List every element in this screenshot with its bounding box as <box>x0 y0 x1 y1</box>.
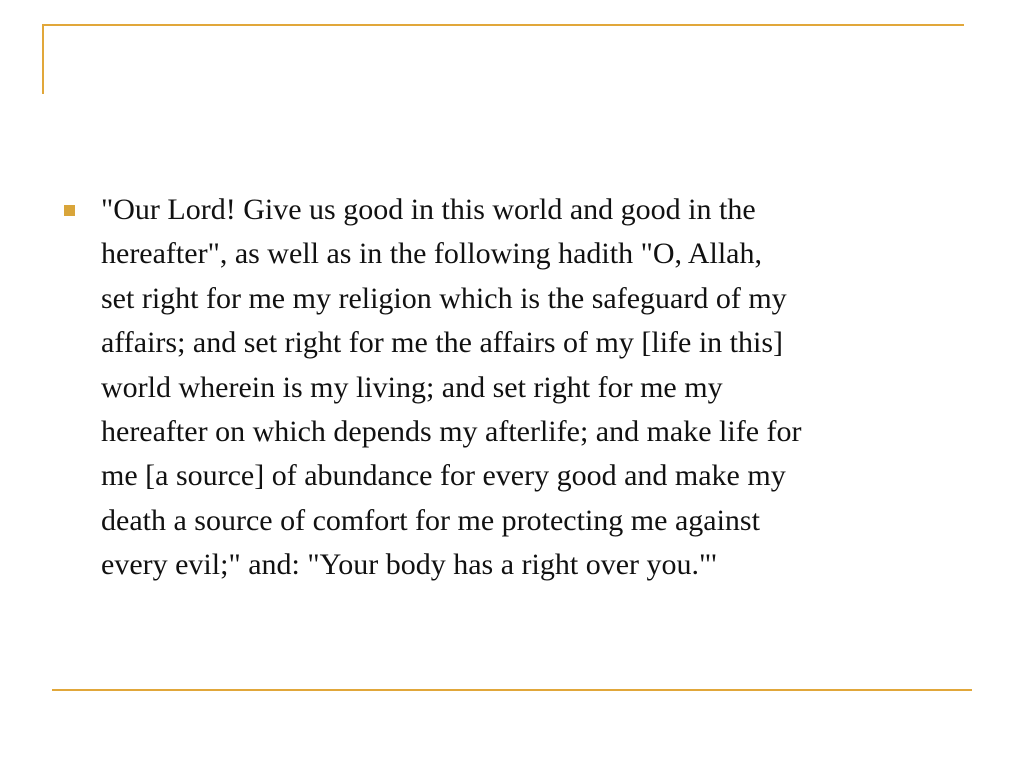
square-bullet-icon <box>64 205 75 216</box>
bullet-text: "Our Lord! Give us good in this world and good in the hereafter", as well as in the following hadith "O, Allah, set right for me my religion which is the safeguard of my affairs; and set right for me the affairs of my [life in this] world wherein is my living; and set right for me my hereafter on which depends my afterlife; and make life for me [a source] of abundance for every good and make my death a source of comfort for me protecting me against every evil;" and: "Your body has a right over you."' <box>101 193 802 582</box>
bottom-accent-rule <box>52 689 972 691</box>
left-accent-rule <box>42 24 44 94</box>
bullet-item <box>60 188 970 588</box>
slide-body <box>60 188 970 588</box>
top-accent-rule <box>42 24 964 26</box>
